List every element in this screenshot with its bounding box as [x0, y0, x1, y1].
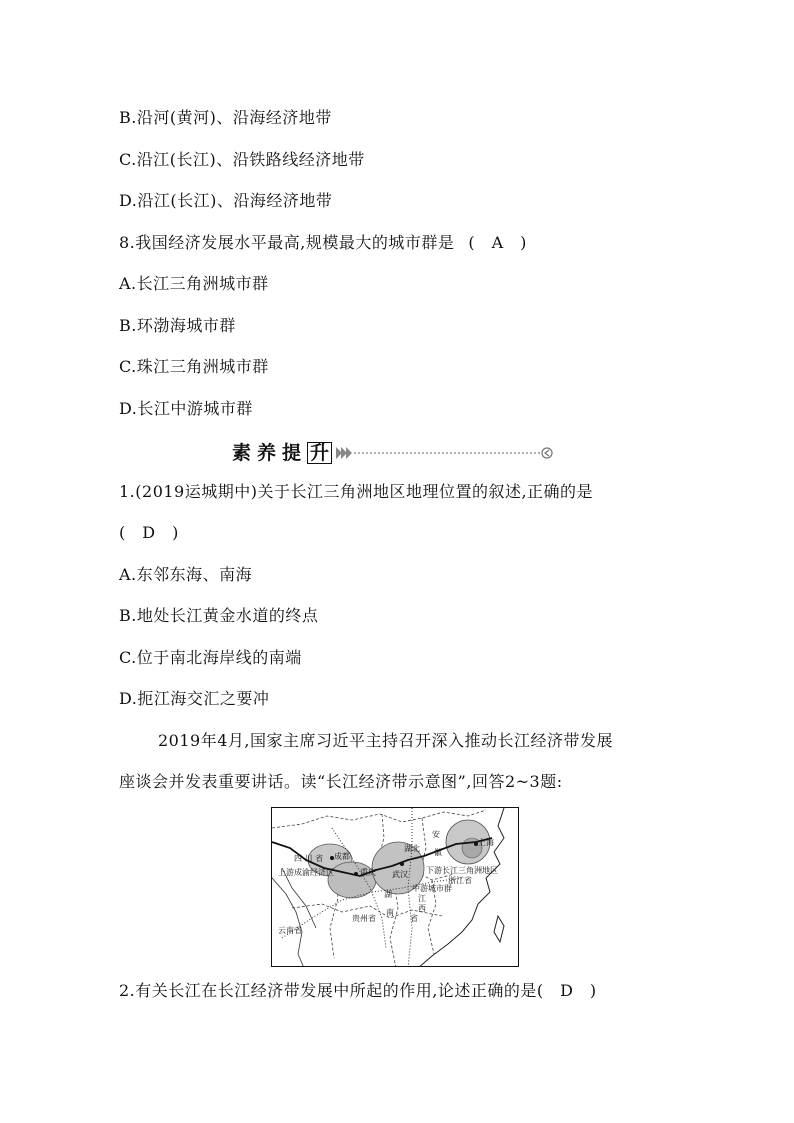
passage-line-2: 座谈会并发表重要讲话。读“长江经济带示意图”,回答2~3题:	[119, 772, 563, 791]
q8-option-d: D.长江中游城市群	[119, 399, 253, 418]
q8-option-a: A.长江三角洲城市群	[119, 274, 269, 293]
q1-option-a: A.东邻东海、南海	[119, 565, 253, 584]
label-hubei: 湖北	[404, 844, 420, 853]
passage-line-1: 2019年4月,国家主席习近平主持召开深入推动长江经济带发展	[158, 731, 613, 750]
q7-option-c: C.沿江(长江)、沿铁路线经济地带	[119, 150, 365, 169]
label-yunnan: 云南省	[278, 926, 302, 935]
label-downstream-region: 下游长江三角洲地区	[426, 866, 498, 875]
section-title-boxed: 升	[307, 442, 332, 464]
map-drawing	[272, 808, 519, 967]
q8-option-c: C.珠江三角洲城市群	[119, 357, 269, 376]
q7-option-b: B.沿河(黄河)、沿海经济地带	[119, 108, 332, 127]
q8-stem: 8.我国经济发展水平最高,规模最大的城市群是	[119, 233, 455, 252]
label-wuhan: 武汉	[392, 870, 408, 879]
label-zhejiang: 浙江省	[448, 876, 472, 885]
label-sheng: 省	[410, 914, 418, 923]
q1-stem: 1.(2019运城期中)关于长江三角洲地区地理位置的叙述,正确的是	[119, 482, 594, 501]
q7-option-d: D.沿江(长江)、沿海经济地带	[119, 191, 333, 210]
label-upstream-region: 上游成渝经济区	[278, 868, 334, 877]
q1-option-c: C.位于南北海岸线的南端	[119, 648, 302, 667]
section-divider-decoration	[336, 445, 556, 461]
label-nan: 南	[386, 908, 394, 917]
label-shanghai: 上海	[478, 838, 494, 847]
label-jiang: 江	[418, 894, 426, 903]
label-xi: 西	[418, 904, 426, 913]
label-sichuan: 四 川 省	[294, 854, 324, 863]
label-an: 安	[432, 830, 440, 839]
label-chengdu: 成都	[334, 852, 350, 861]
q8-answer: ( A )	[468, 233, 527, 252]
section-title-plain: 素养提	[232, 442, 308, 464]
q2-answer: ( D )	[536, 981, 597, 1000]
q2-question	[119, 981, 597, 1001]
q2-stem: 2.有关长江在长江经济带发展中所起的作用,论述正确的是	[119, 981, 537, 1000]
q8-question	[119, 233, 527, 253]
label-chongqing: 重庆	[360, 868, 376, 877]
label-hu: 湖	[384, 890, 392, 899]
q1-option-b: B.地处长江黄金水道的终点	[119, 606, 319, 625]
label-guizhou: 贵州省	[352, 914, 376, 923]
q1-answer: ( D )	[119, 523, 179, 542]
label-hui: 徽	[434, 848, 442, 857]
q8-option-b: B.环渤海城市群	[119, 316, 236, 335]
q1-option-d: D.扼江海交汇之要冲	[119, 689, 270, 708]
section-header	[232, 440, 562, 466]
yangtze-economic-belt-map	[271, 807, 519, 967]
section-title	[232, 440, 332, 466]
label-midstream: 中游城市群	[412, 884, 452, 893]
